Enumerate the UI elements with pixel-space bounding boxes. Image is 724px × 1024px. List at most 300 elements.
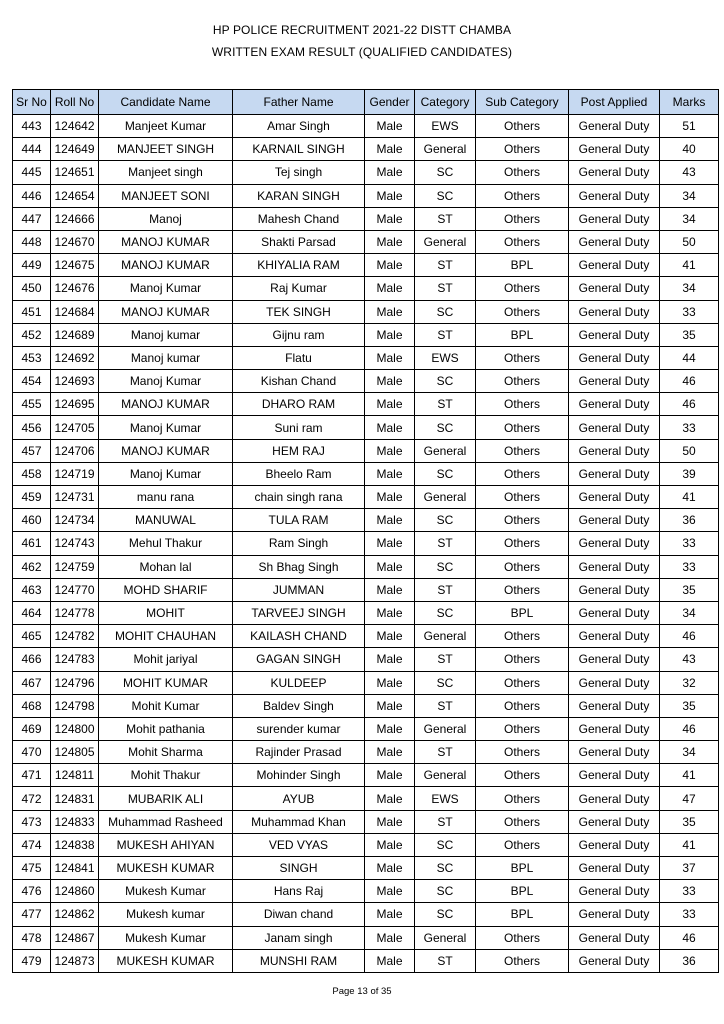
table-cell: 124743	[51, 532, 99, 555]
table-cell: Male	[365, 138, 415, 161]
table-cell: Male	[365, 370, 415, 393]
table-cell: Male	[365, 857, 415, 880]
table-cell: 454	[13, 370, 51, 393]
table-cell: ST	[415, 810, 476, 833]
table-cell: 34	[660, 741, 719, 764]
table-cell: Male	[365, 416, 415, 439]
table-cell: 449	[13, 254, 51, 277]
table-cell: Bheelo Ram	[233, 462, 365, 485]
table-cell: VED VYAS	[233, 833, 365, 856]
table-cell: KARAN SINGH	[233, 184, 365, 207]
column-header: Roll No	[51, 90, 99, 115]
table-cell: 124798	[51, 694, 99, 717]
table-cell: Mukesh Kumar	[99, 926, 233, 949]
table-cell: Others	[476, 346, 569, 369]
table-row	[13, 115, 719, 138]
table-cell: Male	[365, 787, 415, 810]
table-cell: 475	[13, 857, 51, 880]
table-cell: 471	[13, 764, 51, 787]
table-cell: SC	[415, 601, 476, 624]
table-row	[13, 416, 719, 439]
table-row	[13, 949, 719, 972]
table-cell: ST	[415, 741, 476, 764]
column-header: Post Applied	[569, 90, 660, 115]
table-cell: General Duty	[569, 671, 660, 694]
table-cell: Male	[365, 254, 415, 277]
table-cell: General Duty	[569, 277, 660, 300]
table-cell: ST	[415, 949, 476, 972]
table-cell: 124867	[51, 926, 99, 949]
table-cell: 36	[660, 509, 719, 532]
table-cell: General Duty	[569, 393, 660, 416]
table-cell: MUNSHI RAM	[233, 949, 365, 972]
table-row	[13, 486, 719, 509]
table-cell: Baldev Singh	[233, 694, 365, 717]
table-cell: Manoj kumar	[99, 323, 233, 346]
table-cell: 124811	[51, 764, 99, 787]
table-cell: MANUWAL	[99, 509, 233, 532]
table-cell: 124841	[51, 857, 99, 880]
table-cell: Others	[476, 509, 569, 532]
table-cell: Rajinder Prasad	[233, 741, 365, 764]
table-cell: SC	[415, 903, 476, 926]
table-cell: General Duty	[569, 903, 660, 926]
table-cell: 464	[13, 601, 51, 624]
table-row	[13, 300, 719, 323]
table-cell: 33	[660, 555, 719, 578]
table-cell: 124759	[51, 555, 99, 578]
table-cell: 124860	[51, 880, 99, 903]
table-cell: 124706	[51, 439, 99, 462]
table-cell: General Duty	[569, 439, 660, 462]
table-cell: 452	[13, 323, 51, 346]
table-cell: Male	[365, 578, 415, 601]
table-cell: Manoj	[99, 207, 233, 230]
table-cell: Others	[476, 486, 569, 509]
table-cell: MANOJ KUMAR	[99, 300, 233, 323]
table-cell: 46	[660, 926, 719, 949]
table-cell: 479	[13, 949, 51, 972]
table-cell: 124833	[51, 810, 99, 833]
table-cell: SC	[415, 509, 476, 532]
table-cell: Muhammad Rasheed	[99, 810, 233, 833]
table-cell: Others	[476, 138, 569, 161]
table-cell: ST	[415, 393, 476, 416]
table-cell: 468	[13, 694, 51, 717]
table-cell: MUKESH AHIYAN	[99, 833, 233, 856]
table-cell: Others	[476, 115, 569, 138]
table-cell: 34	[660, 277, 719, 300]
table-cell: Sh Bhag Singh	[233, 555, 365, 578]
table-cell: General Duty	[569, 115, 660, 138]
table-cell: General Duty	[569, 601, 660, 624]
table-cell: SC	[415, 300, 476, 323]
table-cell: Tej singh	[233, 161, 365, 184]
table-cell: 41	[660, 486, 719, 509]
table-row	[13, 555, 719, 578]
table-cell: 41	[660, 764, 719, 787]
table-cell: 448	[13, 230, 51, 253]
table-cell: Manoj kumar	[99, 346, 233, 369]
table-cell: 446	[13, 184, 51, 207]
table-cell: Male	[365, 764, 415, 787]
table-cell: Mukesh Kumar	[99, 880, 233, 903]
table-cell: MANJEET SINGH	[99, 138, 233, 161]
table-cell: General Duty	[569, 532, 660, 555]
table-cell: Mehul Thakur	[99, 532, 233, 555]
table-cell: 455	[13, 393, 51, 416]
table-cell: 32	[660, 671, 719, 694]
table-cell: 124705	[51, 416, 99, 439]
table-cell: 46	[660, 393, 719, 416]
table-cell: Amar Singh	[233, 115, 365, 138]
table-row	[13, 230, 719, 253]
table-cell: SC	[415, 555, 476, 578]
table-row	[13, 625, 719, 648]
table-cell: General	[415, 717, 476, 740]
table-cell: Male	[365, 532, 415, 555]
table-cell: MUBARIK ALI	[99, 787, 233, 810]
table-cell: 124731	[51, 486, 99, 509]
table-cell: Male	[365, 509, 415, 532]
table-row	[13, 926, 719, 949]
table-row	[13, 787, 719, 810]
table-cell: 469	[13, 717, 51, 740]
table-cell: Manoj Kumar	[99, 416, 233, 439]
table-cell: 124692	[51, 346, 99, 369]
table-row	[13, 532, 719, 555]
table-cell: SC	[415, 857, 476, 880]
table-cell: Others	[476, 300, 569, 323]
table-cell: 457	[13, 439, 51, 462]
table-cell: Others	[476, 787, 569, 810]
table-row	[13, 880, 719, 903]
table-cell: General Duty	[569, 578, 660, 601]
table-cell: Mohit jariyal	[99, 648, 233, 671]
table-cell: Male	[365, 346, 415, 369]
table-cell: Others	[476, 671, 569, 694]
table-cell: BPL	[476, 880, 569, 903]
table-cell: 33	[660, 880, 719, 903]
column-header: Father Name	[233, 90, 365, 115]
table-row	[13, 717, 719, 740]
table-cell: ST	[415, 648, 476, 671]
table-cell: 474	[13, 833, 51, 856]
table-cell: Others	[476, 949, 569, 972]
table-cell: 473	[13, 810, 51, 833]
table-cell: Others	[476, 833, 569, 856]
table-cell: KULDEEP	[233, 671, 365, 694]
table-cell: General Duty	[569, 370, 660, 393]
table-cell: BPL	[476, 857, 569, 880]
table-cell: ST	[415, 323, 476, 346]
table-row	[13, 648, 719, 671]
table-cell: Male	[365, 949, 415, 972]
table-cell: Mohit Sharma	[99, 741, 233, 764]
table-cell: 41	[660, 254, 719, 277]
table-row	[13, 810, 719, 833]
table-cell: manu rana	[99, 486, 233, 509]
table-cell: ST	[415, 277, 476, 300]
table-cell: Others	[476, 625, 569, 648]
table-cell: 33	[660, 416, 719, 439]
table-cell: MUKESH KUMAR	[99, 949, 233, 972]
table-cell: Male	[365, 323, 415, 346]
table-cell: 37	[660, 857, 719, 880]
table-cell: 124778	[51, 601, 99, 624]
table-cell: 467	[13, 671, 51, 694]
table-cell: Male	[365, 671, 415, 694]
table-cell: 456	[13, 416, 51, 439]
table-cell: General Duty	[569, 323, 660, 346]
table-cell: General Duty	[569, 462, 660, 485]
table-cell: 460	[13, 509, 51, 532]
table-cell: Muhammad Khan	[233, 810, 365, 833]
table-cell: SC	[415, 370, 476, 393]
table-cell: Others	[476, 555, 569, 578]
table-cell: General Duty	[569, 300, 660, 323]
table-cell: MOHD SHARIF	[99, 578, 233, 601]
table-cell: 450	[13, 277, 51, 300]
table-cell: 462	[13, 555, 51, 578]
page-subtitle: WRITTEN EXAM RESULT (QUALIFIED CANDIDATES)	[211, 45, 513, 59]
table-cell: Others	[476, 393, 569, 416]
table-row	[13, 764, 719, 787]
table-cell: 124862	[51, 903, 99, 926]
table-cell: Male	[365, 555, 415, 578]
table-cell: 466	[13, 648, 51, 671]
table-cell: Others	[476, 184, 569, 207]
table-cell: General	[415, 138, 476, 161]
table-cell: ST	[415, 578, 476, 601]
table-cell: 124654	[51, 184, 99, 207]
table-cell: 124684	[51, 300, 99, 323]
table-cell: SC	[415, 833, 476, 856]
table-cell: Others	[476, 648, 569, 671]
table-cell: General Duty	[569, 346, 660, 369]
table-cell: Manoj Kumar	[99, 462, 233, 485]
table-row	[13, 741, 719, 764]
table-cell: 46	[660, 370, 719, 393]
table-cell: SC	[415, 880, 476, 903]
table-cell: Manjeet Kumar	[99, 115, 233, 138]
table-cell: 33	[660, 903, 719, 926]
table-cell: Manoj Kumar	[99, 370, 233, 393]
table-cell: 463	[13, 578, 51, 601]
table-cell: SINGH	[233, 857, 365, 880]
table-cell: General Duty	[569, 184, 660, 207]
table-cell: 124782	[51, 625, 99, 648]
table-cell: MOHIT	[99, 601, 233, 624]
table-cell: SC	[415, 184, 476, 207]
table-cell: MUKESH KUMAR	[99, 857, 233, 880]
table-body	[13, 115, 719, 973]
table-cell: 43	[660, 648, 719, 671]
table-cell: 459	[13, 486, 51, 509]
table-cell: 461	[13, 532, 51, 555]
table-cell: AYUB	[233, 787, 365, 810]
table-row	[13, 601, 719, 624]
table-cell: Male	[365, 207, 415, 230]
table-cell: 40	[660, 138, 719, 161]
table-cell: 124719	[51, 462, 99, 485]
table-row	[13, 370, 719, 393]
table-cell: 124642	[51, 115, 99, 138]
table-cell: 470	[13, 741, 51, 764]
table-cell: Others	[476, 578, 569, 601]
table-cell: Hans Raj	[233, 880, 365, 903]
table-cell: Male	[365, 648, 415, 671]
table-cell: Mukesh kumar	[99, 903, 233, 926]
table-cell: 124651	[51, 161, 99, 184]
table-row	[13, 857, 719, 880]
table-cell: 451	[13, 300, 51, 323]
table-cell: Shakti Parsad	[233, 230, 365, 253]
table-cell: 124805	[51, 741, 99, 764]
table-cell: 477	[13, 903, 51, 926]
table-cell: MANOJ KUMAR	[99, 439, 233, 462]
table-cell: ST	[415, 207, 476, 230]
table-cell: Male	[365, 810, 415, 833]
table-cell: Male	[365, 161, 415, 184]
table-cell: 35	[660, 323, 719, 346]
table-cell: 124670	[51, 230, 99, 253]
table-cell: TARVEEJ SINGH	[233, 601, 365, 624]
column-header: Candidate Name	[99, 90, 233, 115]
table-cell: JUMMAN	[233, 578, 365, 601]
table-cell: 124693	[51, 370, 99, 393]
table-row	[13, 184, 719, 207]
table-cell: KHIYALIA RAM	[233, 254, 365, 277]
table-cell: 41	[660, 833, 719, 856]
table-cell: Mohan lal	[99, 555, 233, 578]
table-cell: 445	[13, 161, 51, 184]
table-cell: 124873	[51, 949, 99, 972]
table-cell: General Duty	[569, 486, 660, 509]
table-cell: General	[415, 764, 476, 787]
table-cell: Flatu	[233, 346, 365, 369]
table-cell: MOHIT CHAUHAN	[99, 625, 233, 648]
table-cell: MANJEET SONI	[99, 184, 233, 207]
table-cell: 124770	[51, 578, 99, 601]
table-cell: General Duty	[569, 509, 660, 532]
table-cell: 447	[13, 207, 51, 230]
table-cell: 124796	[51, 671, 99, 694]
table-cell: General Duty	[569, 694, 660, 717]
table-cell: Male	[365, 601, 415, 624]
table-cell: 35	[660, 810, 719, 833]
table-cell: Male	[365, 741, 415, 764]
table-cell: TEK SINGH	[233, 300, 365, 323]
table-cell: 33	[660, 300, 719, 323]
table-cell: 476	[13, 880, 51, 903]
table-cell: Male	[365, 694, 415, 717]
table-row	[13, 277, 719, 300]
table-cell: Male	[365, 439, 415, 462]
table-cell: Male	[365, 462, 415, 485]
results-table	[12, 89, 719, 973]
table-cell: Others	[476, 161, 569, 184]
table-cell: Others	[476, 717, 569, 740]
table-cell: General Duty	[569, 625, 660, 648]
table-cell: Male	[365, 717, 415, 740]
table-cell: General Duty	[569, 138, 660, 161]
table-cell: General Duty	[569, 810, 660, 833]
table-row	[13, 833, 719, 856]
table-cell: General Duty	[569, 833, 660, 856]
table-cell: ST	[415, 254, 476, 277]
table-cell: 34	[660, 207, 719, 230]
table-cell: 453	[13, 346, 51, 369]
table-row	[13, 671, 719, 694]
table-cell: 43	[660, 161, 719, 184]
table-cell: 34	[660, 601, 719, 624]
table-cell: EWS	[415, 346, 476, 369]
table-cell: 124783	[51, 648, 99, 671]
table-cell: Male	[365, 184, 415, 207]
table-cell: Mohit Thakur	[99, 764, 233, 787]
table-cell: Others	[476, 741, 569, 764]
table-cell: 124676	[51, 277, 99, 300]
table-cell: 124649	[51, 138, 99, 161]
table-cell: 124689	[51, 323, 99, 346]
page-title: HP POLICE RECRUITMENT 2021-22 DISTT CHAMBA	[212, 23, 512, 37]
table-cell: Male	[365, 230, 415, 253]
table-cell: Male	[365, 277, 415, 300]
table-cell: Ram Singh	[233, 532, 365, 555]
table-cell: Suni ram	[233, 416, 365, 439]
table-cell: Others	[476, 230, 569, 253]
table-cell: 458	[13, 462, 51, 485]
table-cell: Others	[476, 694, 569, 717]
table-row	[13, 578, 719, 601]
table-cell: Others	[476, 532, 569, 555]
table-cell: General Duty	[569, 764, 660, 787]
table-cell: Mahesh Chand	[233, 207, 365, 230]
table-cell: General Duty	[569, 857, 660, 880]
column-header: Category	[415, 90, 476, 115]
column-header: Sub Category	[476, 90, 569, 115]
table-cell: General Duty	[569, 161, 660, 184]
table-cell: Mohit Kumar	[99, 694, 233, 717]
table-cell: Mohit pathania	[99, 717, 233, 740]
table-cell: Male	[365, 300, 415, 323]
table-cell: 124675	[51, 254, 99, 277]
table-cell: TULA RAM	[233, 509, 365, 532]
table-cell: Others	[476, 439, 569, 462]
table-cell: Others	[476, 416, 569, 439]
table-cell: 443	[13, 115, 51, 138]
table-row	[13, 138, 719, 161]
table-row	[13, 393, 719, 416]
table-cell: Male	[365, 486, 415, 509]
table-cell: Mohinder Singh	[233, 764, 365, 787]
table-cell: Male	[365, 880, 415, 903]
table-row	[13, 462, 719, 485]
table-cell: General Duty	[569, 880, 660, 903]
table-cell: Raj Kumar	[233, 277, 365, 300]
table-cell: ST	[415, 532, 476, 555]
table-cell: Manjeet singh	[99, 161, 233, 184]
table-cell: 124831	[51, 787, 99, 810]
table-cell: EWS	[415, 787, 476, 810]
table-cell: Others	[476, 764, 569, 787]
table-cell: KARNAIL SINGH	[233, 138, 365, 161]
table-row	[13, 509, 719, 532]
table-cell: SC	[415, 462, 476, 485]
table-cell: General	[415, 439, 476, 462]
table-cell: Others	[476, 926, 569, 949]
